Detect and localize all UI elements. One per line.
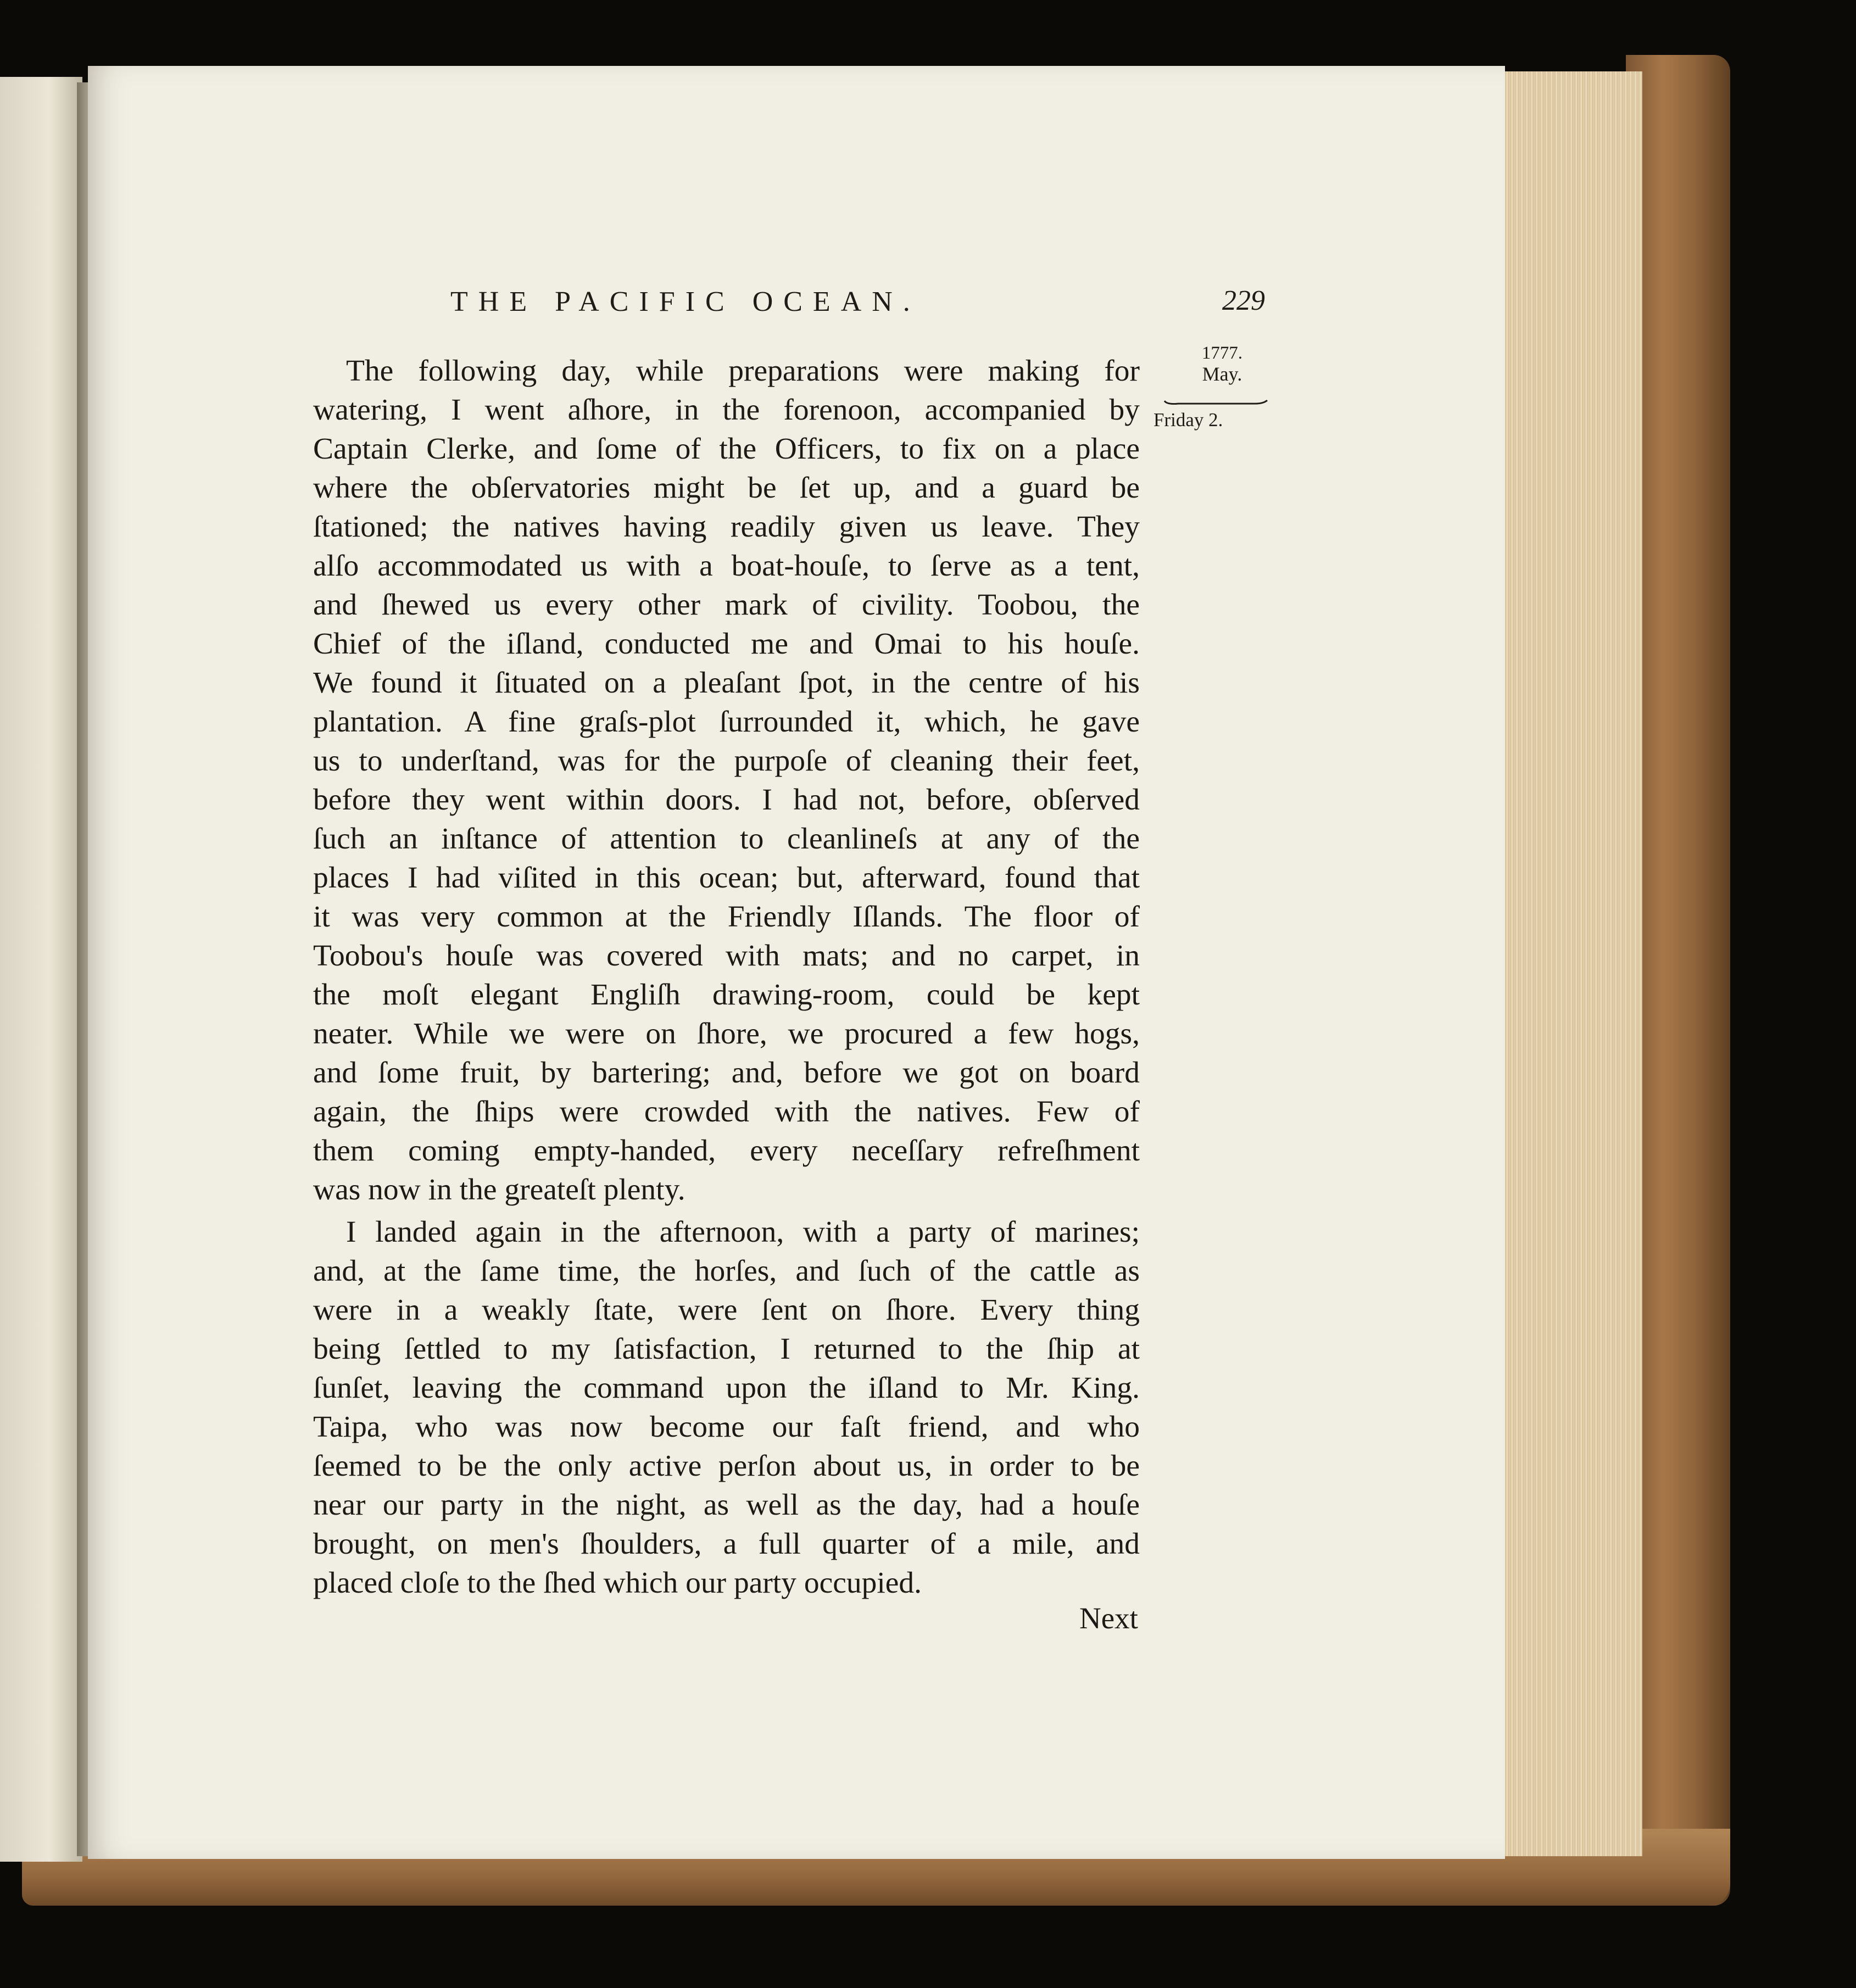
text-line: Captain Clerke, and ſome of the Officers, to fix on a place — [313, 432, 1140, 466]
page-number: 229 — [1222, 285, 1265, 316]
text-line: was now in the greateſt plenty. — [313, 1173, 685, 1207]
text-line: We found it ſituated on a pleaſant ſpot, in the centre of his — [313, 666, 1140, 700]
running-head: THE PACIFIC OCEAN. — [450, 286, 921, 317]
text-line: I landed again in the afternoon, with a party of marines; — [346, 1215, 1140, 1249]
page-stack-edges — [1494, 71, 1642, 1856]
text-line: where the obſervatories might be ſet up, and a guard be — [313, 471, 1140, 505]
sidenote-year: 1777. — [1201, 343, 1243, 363]
text-line: neater. While we were on ſhore, we procured a few hogs, — [313, 1017, 1140, 1051]
text-line: being ſettled to my ſatisfaction, I returned to the ſhip at — [313, 1332, 1140, 1366]
text-line: ſuch an inſtance of attention to cleanlineſs at any of the — [313, 822, 1140, 856]
text-line: placed cloſe to the ſhed which our party occupied. — [313, 1566, 922, 1600]
text-line: ſeemed to be the only active perſon about us, in order to be — [313, 1449, 1140, 1483]
paragraph-2 — [313, 1213, 1140, 1602]
sidenote-day: Friday 2. — [1153, 409, 1223, 431]
facing-page-edge — [0, 77, 82, 1862]
paragraph-1 — [313, 351, 1140, 1209]
text-line: The following day, while preparations were making for — [346, 354, 1140, 388]
text-line: Taipa, who was now become our faſt friend, and who — [313, 1410, 1140, 1444]
text-line: it was very common at the Friendly Iſlands. The floor of — [313, 900, 1140, 934]
text-line: Chief of the iſland, conducted me and Omai to his houſe. — [313, 627, 1140, 661]
text-line: them coming empty-handed, every neceſſary refreſhment — [313, 1134, 1140, 1168]
text-line: alſo accommodated us with a boat-houſe, to ſerve as a tent, — [313, 549, 1140, 583]
text-line: and, at the ſame time, the horſes, and ſuch of the cattle as — [313, 1254, 1140, 1288]
text-line: ſtationed; the natives having readily given us leave. They — [313, 510, 1140, 544]
text-line: were in a weakly ſtate, were ſent on ſhore. Every thing — [313, 1293, 1140, 1327]
text-line: plantation. A fine graſs-plot ſurrounded it, which, he gave — [313, 705, 1140, 739]
text-line: and ſome fruit, by bartering; and, before we got on board — [313, 1056, 1140, 1090]
text-line: us to underſtand, was for the purpoſe of cleaning their feet, — [313, 744, 1140, 778]
sidenote-month: May. — [1202, 363, 1242, 385]
text-line: Toobou's houſe was covered with mats; and no carpet, in — [313, 939, 1140, 973]
text-line: and ſhewed us every other mark of civility. Toobou, the — [313, 588, 1140, 622]
text-line: places I had viſited in this ocean; but, afterward, found that — [313, 861, 1140, 895]
text-line: near our party in the night, as well as the day, had a houſe — [313, 1488, 1140, 1522]
text-line: watering, I went aſhore, in the forenoon, accompanied by — [313, 393, 1140, 427]
text-line: the moſt elegant Engliſh drawing-room, could be kept — [313, 978, 1140, 1012]
text-line: before they went within doors. I had not, before, obſerved — [313, 783, 1140, 817]
text-line: brought, on men's ſhoulders, a full quarter of a mile, and — [313, 1527, 1140, 1561]
text-line: again, the ſhips were crowded with the natives. Few of — [313, 1095, 1140, 1129]
sidenote-rule — [1162, 399, 1272, 407]
text-line: ſunſet, leaving the command upon the iſland to Mr. King. — [313, 1371, 1140, 1405]
catchword: Next — [1079, 1601, 1138, 1635]
